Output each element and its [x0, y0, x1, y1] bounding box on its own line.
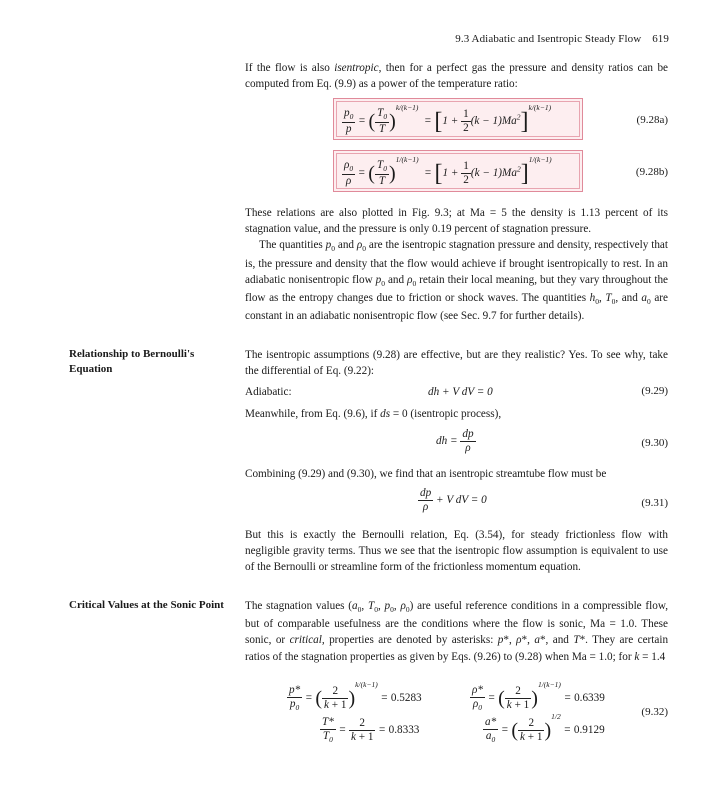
section-heading-critical: Critical Values at the Sonic Point	[69, 599, 224, 611]
section2-para1: The stagnation values ($a_0$, $T_0$, $p_0$, $\rho_0$) are useful reference conditions in a compressible flow, but of comparable usefulness are the conditions where the flow is sonic, Ma = 1.0. These sonic, or critical, properties are denoted by asterisks: p*, ρ*, a*, and T*. They are certain ratios of the stagnation properties as given by Eqs. (9.26) to (9.28) when Ma = 1.0; for k = 1.4	[245, 600, 669, 663]
running-header	[455, 32, 669, 48]
eq-label-9-28b: (9.28b)	[635, 166, 668, 178]
adiabatic-label: Adiabatic:	[245, 386, 292, 398]
section1-para1: The isentropic assumptions (9.28) are effective, but are they realistic? Yes. To see why, take the differential of Eq. (9.22):	[245, 349, 668, 378]
rho-ratio-value: 0.6339	[574, 692, 605, 704]
equation-9-29: dh + V dV = 0	[428, 386, 493, 398]
eq-label-9-31: (9.31)	[641, 497, 668, 509]
equation-9-30: dh = $\frac{dp}{\rho}$	[436, 428, 474, 454]
T-ratio-value: 0.8333	[388, 723, 420, 736]
eq-label-9-29: (9.29)	[641, 385, 668, 397]
section1-para2: Meanwhile, from Eq. (9.6), if ds = 0 (isentropic process),	[245, 408, 502, 420]
a-ratio-value: 0.9129	[573, 724, 605, 736]
eq-label-9-28a: (9.28a)	[636, 114, 668, 126]
p-ratio-value: 0.5283	[390, 692, 422, 704]
section1-para4: But this is exactly the Bernoulli relation, Eq. (3.54), for steady frictionless flow with negligible gravity terms. Thus we see that the isentropic flow assumption is equivalent to use of the Bernoulli or streamline form of the frictionless momentum equation.	[245, 529, 668, 574]
intro-paragraph: If the flow is also isentropic, then for a perfect gas the pressure and density ratios can be computed from Eq. (9.9) as a power of the temperature ratio:	[245, 62, 668, 91]
equation-9-32-T-ratio: $\frac{T*}{T_0}$ = $\frac{2}{k + 1}$ = 0.8333	[322, 716, 420, 745]
equation-9-32-p-ratio: $\frac{p*}{p_0}$ = ( $\frac{2}{k + 1}$ )$^{k/(k-1)}$ = 0.5283	[289, 680, 422, 713]
equation-9-28a-box: $\frac{p_0}{p}$ = ( $\frac{T_0}{T}$ )$^{k/(k-1)}$ = [1 + $\frac{1}{2}$ $(k - 1)Ma^2]^{k/(k-1)}$	[333, 98, 583, 140]
section-heading-bernoulli: Relationship to Bernoulli's Equation	[69, 348, 195, 375]
eq-label-9-30: (9.30)	[641, 437, 668, 449]
equation-9-32-rho-ratio: $\frac{\rho*}{\rho_0}$ = ( $\frac{2}{k + 1}$ )$^{1/(k-1)}$ = 0.6339	[472, 680, 605, 713]
section1-para3: Combining (9.29) and (9.30), we find that an isentropic streamtube flow must be	[245, 468, 607, 480]
equation-9-32-a-ratio: $\frac{a*}{a_0}$ = ( $\frac{2}{k + 1}$ )$^{1/2}$ = 0.9129	[485, 712, 605, 745]
page-number: 619	[652, 33, 669, 45]
equation-9-31: $\frac{dp}{\rho}$ + V dV = 0	[420, 487, 487, 513]
equation-9-28b-box: $\frac{\rho_0}{\rho}$ = ( $\frac{T_0}{T}$ )$^{1/(k-1)}$ = [1 + $\frac{1}{2}$ $(k - 1)Ma^2]^{1/(k-1)}$	[333, 150, 583, 192]
eq-label-9-32: (9.32)	[641, 706, 668, 718]
body-paragraph-1: These relations are also plotted in Fig. 9.3; at Ma = 5 the density is 1.13 percent of its stagnation value, and the pressure is only 0.19 percent of stagnation pressure. The quantities $p_0$ and $\rho_0$ are the isentropic stagnation pressure and density, respectively that is, the pressure and density that the flow would achieve if brought isentropically to rest. In an adiabatic nonisentropic flow $p_0$ and $\rho_0$ retain their local meaning, but they vary throughout the flow as the entropy changes due to friction or shock waves. The quantities $h_0$, $T_0$, and $a_0$ are constant in an adiabatic nonisentropic flow (see Sec. 9.7 for further details).	[245, 207, 669, 323]
header-title: 9.3 Adiabatic and Isentropic Steady Flow	[455, 33, 642, 45]
